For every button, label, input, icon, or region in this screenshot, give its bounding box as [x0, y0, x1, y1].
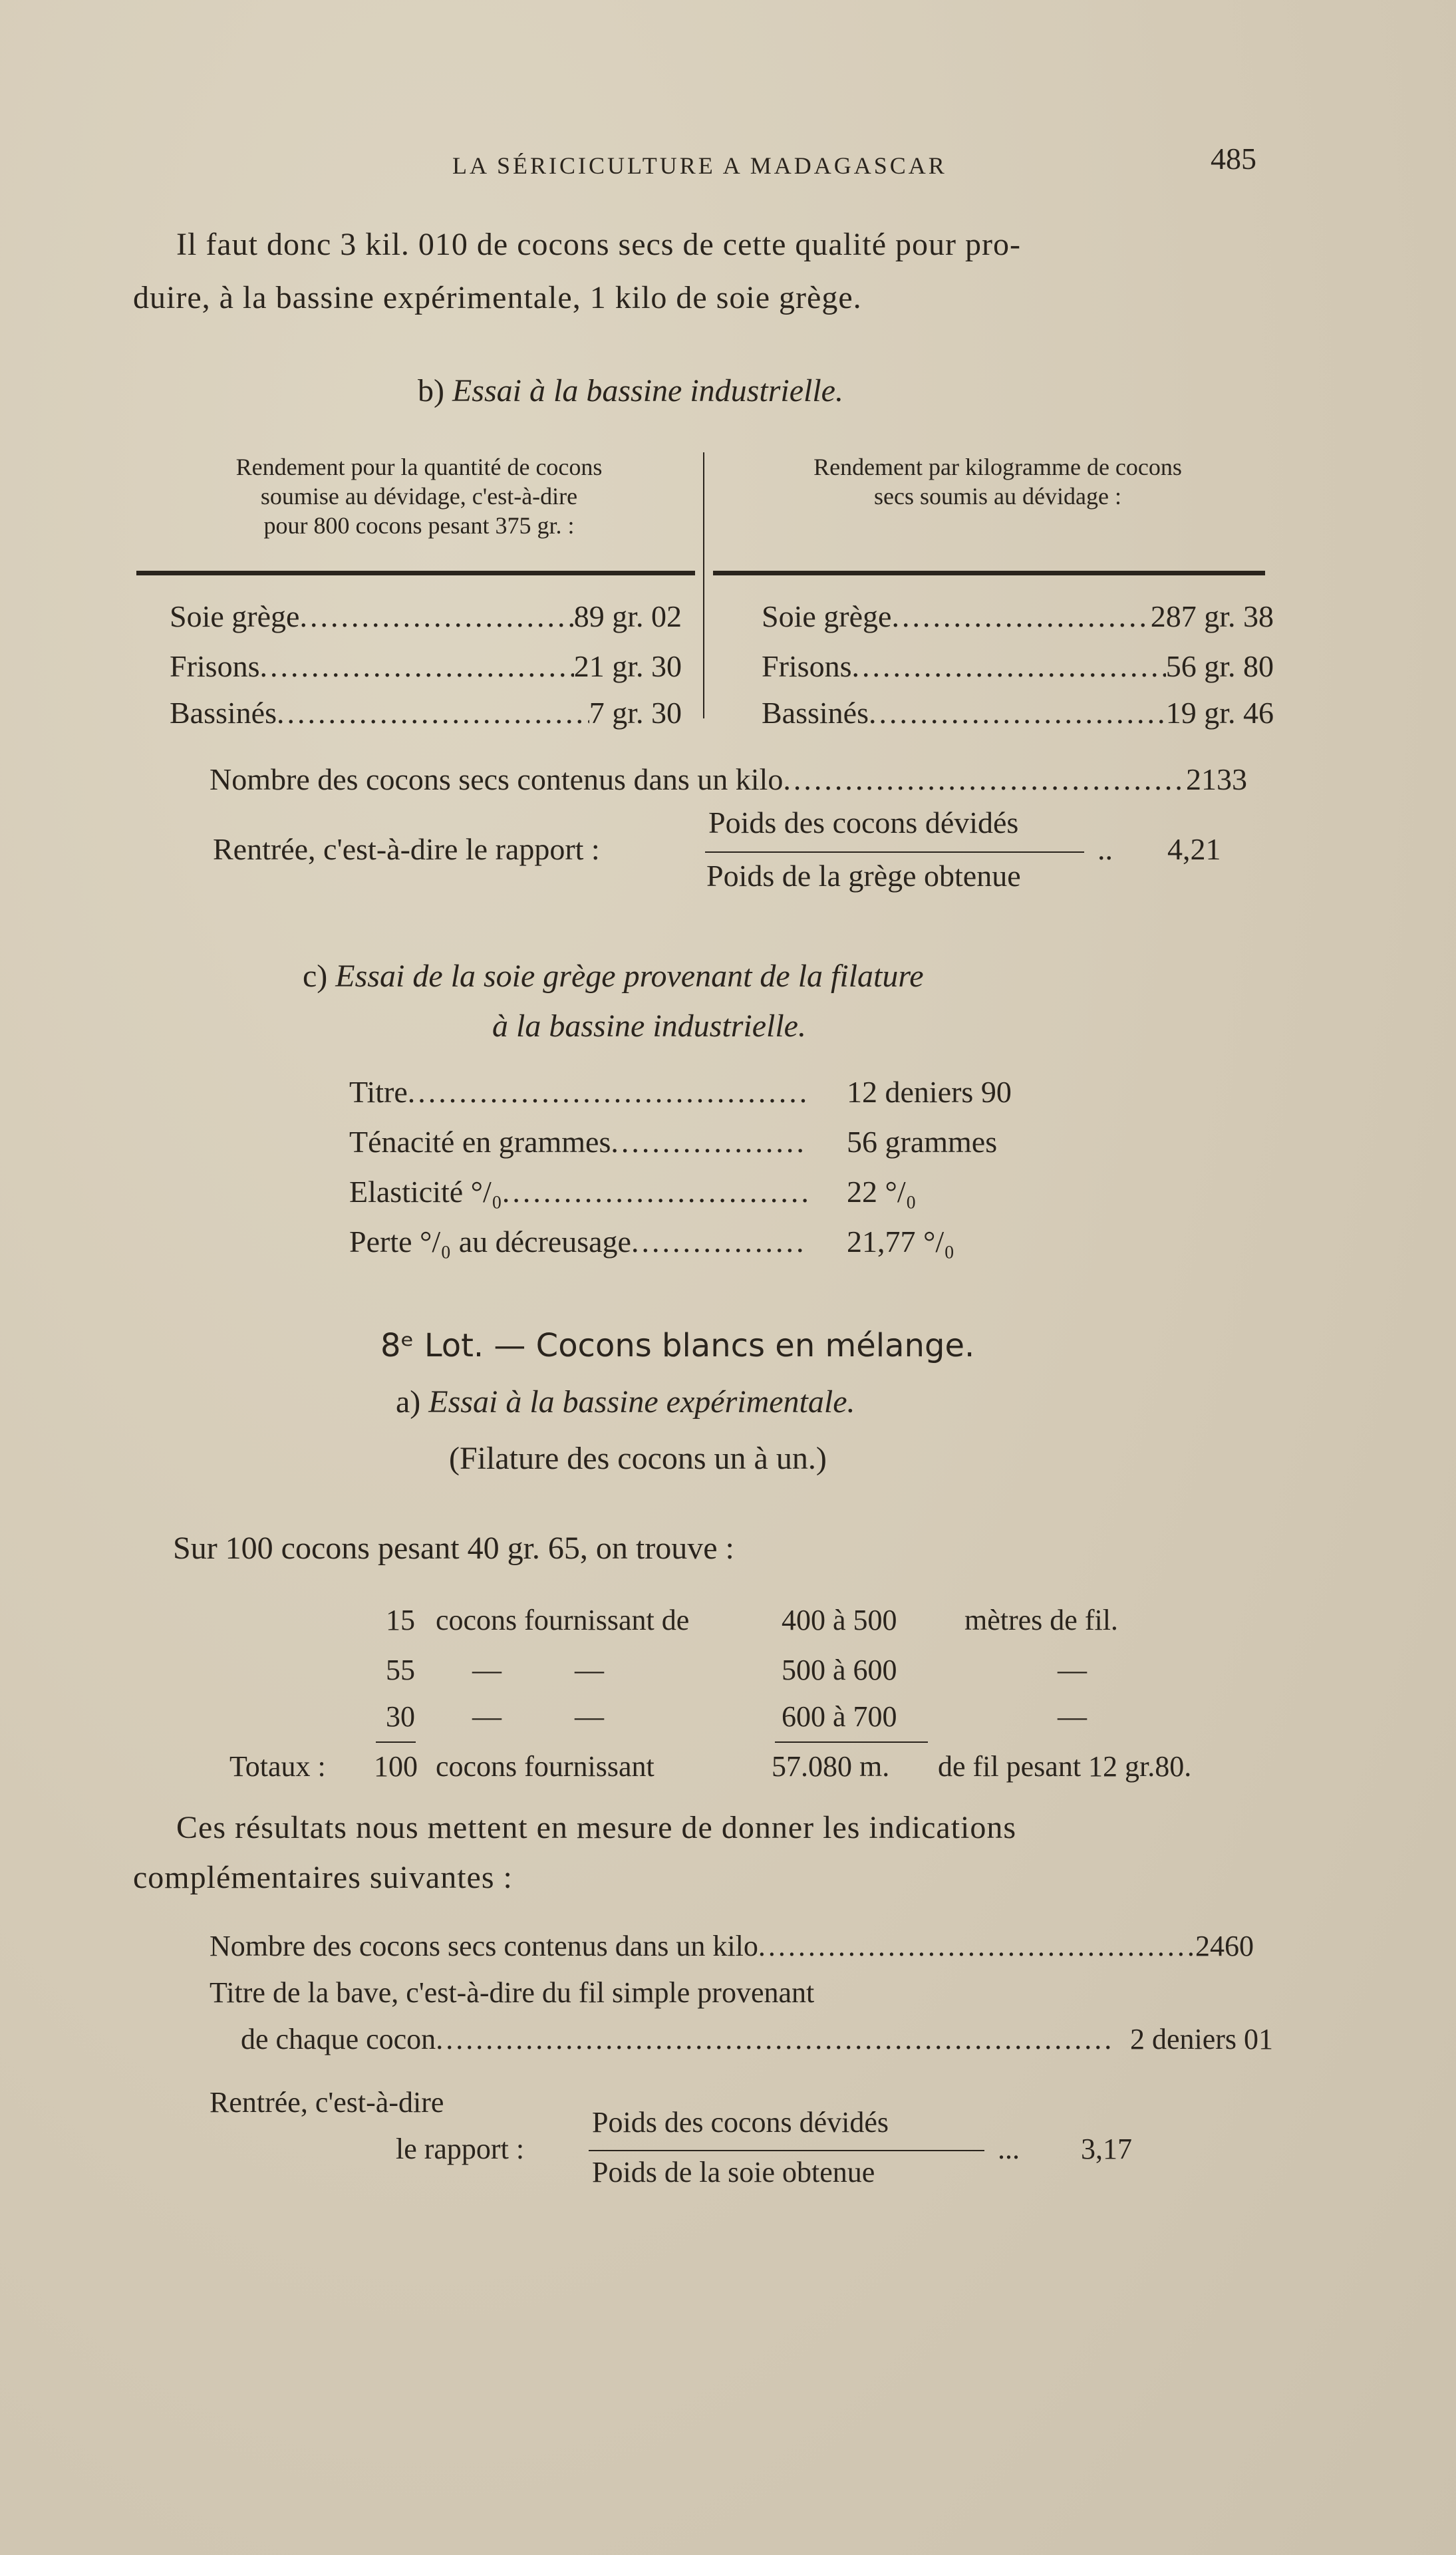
row-value: 56 grammes — [847, 1125, 998, 1159]
distribution-range: 500 à 600 — [782, 1654, 897, 1686]
distribution-suffix: mètres de fil. — [964, 1604, 1118, 1636]
lot-8-nombre — [210, 1929, 1254, 1963]
leader-dots — [869, 695, 1166, 730]
nombre-label: Nombre des cocons secs contenus dans un kilo — [210, 1930, 758, 1962]
lot-8-rentree-value: 3,17 — [1081, 2133, 1132, 2165]
totaux-count: 100 — [374, 1750, 418, 1783]
titre-line-2 — [241, 2022, 1273, 2056]
distribution-count: 30 — [386, 1700, 415, 1733]
row-label: Frisons — [762, 649, 852, 683]
fraction-bar — [589, 2150, 984, 2151]
lot-8-rentree-label-2: le rapport : — [396, 2133, 525, 2165]
leader-dots — [758, 1929, 1195, 1963]
row-value: 12 deniers 90 — [847, 1075, 1012, 1109]
row-value: 19 gr. 46 — [1165, 696, 1274, 730]
right-thick-rule — [713, 571, 1265, 575]
row-value: 22 °/₀ — [847, 1175, 917, 1209]
row-label: Elasticité °/₀ — [349, 1175, 502, 1209]
row-value: 287 gr. 38 — [1150, 599, 1274, 633]
right-header-line: Rendement par kilogramme de cocons — [813, 454, 1182, 480]
titre-line-1: Titre de la bave, c'est-à-dire du fil simple provenant — [210, 1976, 815, 2009]
leader-dots — [631, 1224, 808, 1259]
totaux-suffix: de fil pesant 12 gr.80. — [938, 1750, 1192, 1783]
row-value: 56 gr. 80 — [1165, 649, 1274, 683]
silk-test-row — [349, 1224, 1081, 1274]
leader-dots — [436, 2022, 1114, 2056]
lot-8-subheading — [396, 1384, 855, 1420]
section-b-left-header — [136, 452, 702, 540]
leader-dots — [408, 1074, 808, 1110]
lot-8-rentree-numerator: Poids des cocons dévidés — [592, 2106, 889, 2139]
left-thick-rule — [136, 571, 695, 575]
right-row — [762, 649, 1274, 684]
intro-line-1: Il faut donc 3 kil. 010 de cocons secs de cette qualité pour pro- — [176, 227, 1021, 262]
distribution-count: 15 — [386, 1604, 415, 1636]
distribution-range: 400 à 500 — [782, 1604, 897, 1636]
intro-line-2: duire, à la bassine expérimentale, 1 kilo de soie grège. — [133, 280, 862, 315]
section-b-nombre — [210, 762, 1247, 797]
leader-dots — [611, 1124, 808, 1159]
section-c-heading-line-1 — [303, 958, 924, 994]
totaux-text: cocons fournissant — [436, 1750, 655, 1783]
left-row — [170, 599, 682, 634]
fraction-bar — [705, 851, 1084, 853]
lot-8-letter: a) — [396, 1384, 421, 1420]
leader-dots — [259, 649, 573, 684]
ces-line-2: complémentaires suivantes : — [133, 1860, 513, 1895]
titre-label: de chaque cocon — [241, 2023, 436, 2055]
row-value: 21,77 °/₀ — [847, 1225, 955, 1259]
row-label: Soie grège — [762, 599, 892, 633]
row-label: Frisons — [170, 649, 260, 683]
lot-8-sur-line: Sur 100 cocons pesant 40 gr. 65, on trouve : — [173, 1531, 734, 1566]
lot-8-title: 8ᵉ Lot. — Cocons blancs en mélange. — [380, 1327, 975, 1364]
row-value: 89 gr. 02 — [573, 599, 682, 633]
silk-test-row — [349, 1174, 1081, 1224]
section-c-heading-line-2: à la bassine industrielle. — [492, 1008, 806, 1044]
distribution-suffix: — — [1058, 1700, 1087, 1733]
distribution-text: cocons fournissant de — [436, 1604, 690, 1636]
leader-dots — [783, 762, 1186, 797]
row-label: Bassinés — [170, 696, 277, 730]
ces-line-1: Ces résultats nous mettent en mesure de donner les indications — [176, 1810, 1017, 1845]
leader-dots — [277, 695, 589, 730]
leader-dots — [299, 599, 573, 634]
left-row — [170, 695, 682, 730]
section-c-title: Essai de la soie grège provenant de la filature — [335, 959, 924, 994]
sum-underline — [376, 1741, 416, 1743]
section-b-rentree-label: Rentrée, c'est-à-dire le rapport : — [213, 832, 600, 866]
silk-test-table — [349, 1074, 1081, 1274]
left-header-line: soumise au dévidage, c'est-à-dire — [260, 483, 578, 510]
sum-underline — [775, 1741, 928, 1743]
left-header-line: Rendement pour la quantité de cocons — [235, 454, 603, 480]
titre-value: 2 deniers 01 — [1129, 2023, 1273, 2055]
section-b-heading — [418, 373, 843, 409]
left-row — [170, 649, 682, 684]
section-b-rentree-value: 4,21 — [1167, 832, 1221, 866]
page-number: 485 — [1211, 142, 1256, 176]
section-b-title: Essai à la bassine industrielle. — [452, 373, 843, 408]
lot-8-note: (Filature des cocons un à un.) — [449, 1441, 827, 1476]
distribution-ditto: — — — [472, 1700, 604, 1733]
column-divider — [703, 452, 704, 718]
section-b-letter: b) — [418, 373, 444, 408]
row-label: Perte °/₀ au décreusage — [349, 1225, 631, 1259]
nombre-value: 2133 — [1186, 762, 1247, 796]
right-row — [762, 599, 1274, 634]
lot-8-rentree-label-1: Rentrée, c'est-à-dire — [210, 2086, 444, 2119]
silk-test-row — [349, 1074, 1081, 1124]
section-b-right-header — [718, 452, 1277, 511]
running-title: LA SÉRICICULTURE A MADAGASCAR — [452, 152, 947, 179]
lot-8-rentree-denominator: Poids de la soie obtenue — [592, 2156, 875, 2188]
leader-dots — [502, 1174, 808, 1209]
distribution-ditto: — — — [472, 1654, 604, 1686]
row-label: Soie grège — [170, 599, 300, 633]
nombre-label: Nombre des cocons secs contenus dans un kilo — [210, 762, 784, 796]
distribution-range: 600 à 700 — [782, 1700, 897, 1733]
lot-8-subtitle: Essai à la bassine expérimentale. — [428, 1384, 855, 1420]
leader-dots — [891, 599, 1150, 634]
leader-dots: ... — [998, 2133, 1020, 2165]
row-label: Bassinés — [762, 696, 869, 730]
nombre-value: 2460 — [1195, 1930, 1254, 1962]
distribution-count: 55 — [386, 1654, 415, 1686]
leader-dots: .. — [1097, 832, 1113, 866]
left-header-line: pour 800 cocons pesant 375 gr. : — [263, 512, 575, 539]
row-label: Ténacité en grammes — [349, 1125, 611, 1159]
totaux-length: 57.080 m. — [772, 1750, 890, 1783]
row-value: 7 gr. 30 — [589, 696, 682, 730]
section-c-letter: c) — [303, 959, 328, 994]
section-b-rentree-denominator: Poids de la grège obtenue — [706, 859, 1021, 893]
distribution-suffix: — — [1058, 1654, 1087, 1686]
row-label: Titre — [349, 1075, 408, 1109]
row-value: 21 gr. 30 — [573, 649, 682, 683]
silk-test-row — [349, 1124, 1081, 1174]
right-header-line: secs soumis au dévidage : — [874, 483, 1121, 510]
section-b-rentree-numerator: Poids des cocons dévidés — [708, 806, 1019, 839]
leader-dots — [851, 649, 1165, 684]
right-row — [762, 695, 1274, 730]
totaux-label: Totaux : — [229, 1750, 326, 1783]
